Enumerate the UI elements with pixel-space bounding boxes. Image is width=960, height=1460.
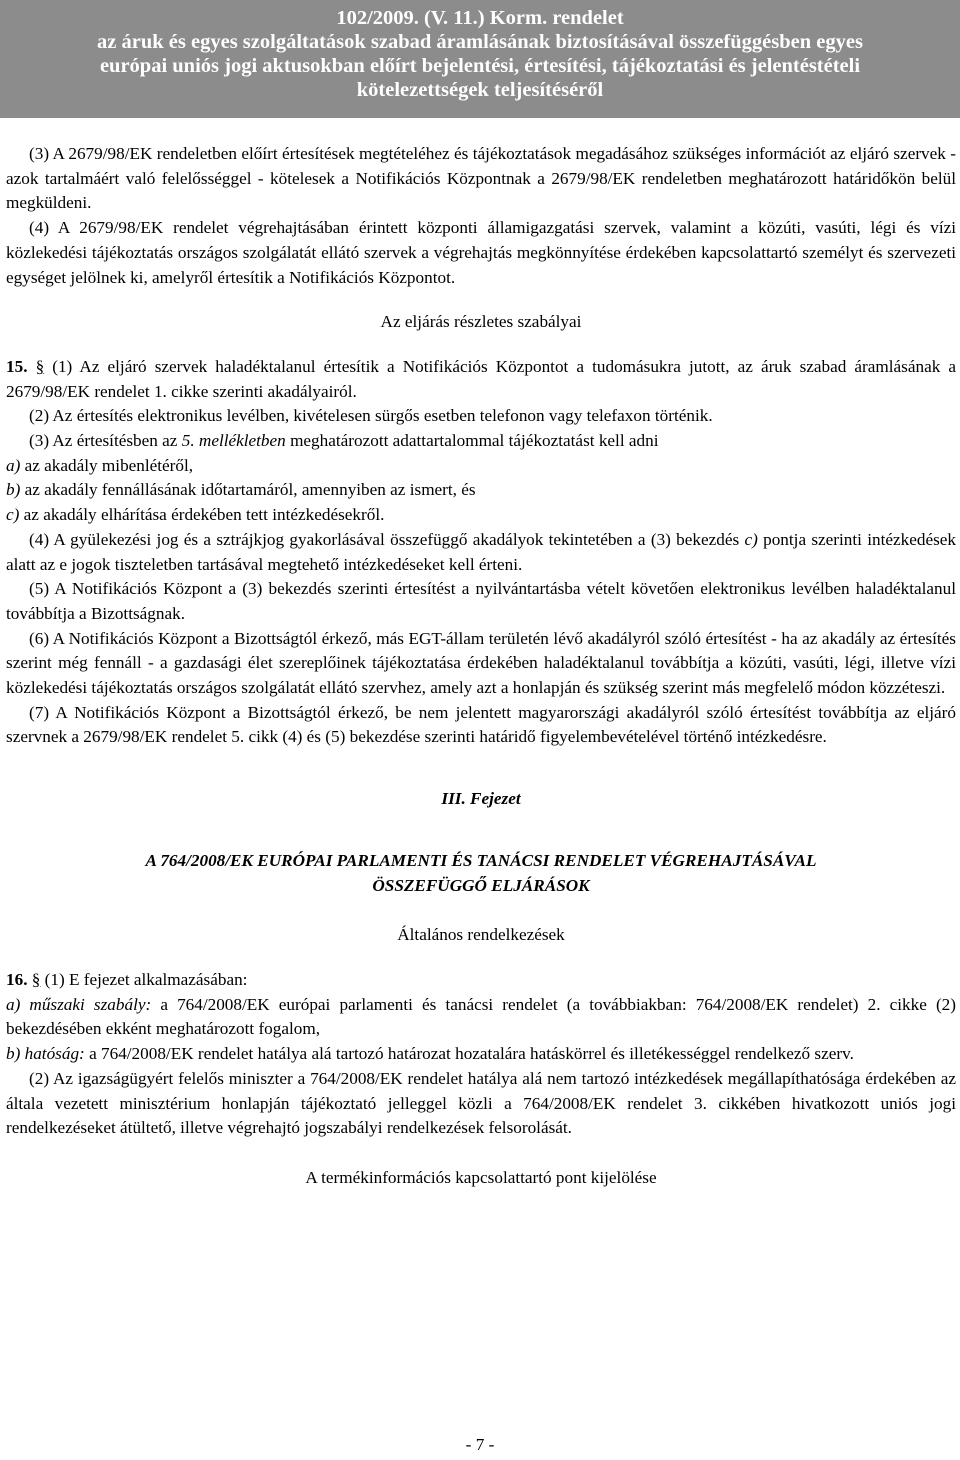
paragraph-15-3 <box>6 429 956 454</box>
chapter-number: III. Fejezet <box>441 789 521 809</box>
paragraph-15-5: (5) A Notifikációs Központ a (3) bekezdés szerinti értesítést a nyilvántartásba vételt követően elektronikus levélben haladéktalanul továbbítja a Bizottságnak. <box>6 579 956 623</box>
header-line-1: 102/2009. (V. 11.) Korm. rendelet <box>336 7 624 29</box>
list-item-15-b <box>6 478 956 503</box>
paragraph-15-1-text: (1) Az eljáró szervek haladéktalanul értesítik a Notifikációs Központot a tudomásukra jutott, az áruk szabad áramlásának a 2679/98/EK rendelet 1. cikke szerinti akadályairól. <box>6 356 957 401</box>
document-body <box>6 142 956 1191</box>
section-heading-eljaras: Az eljárás részletes szabályai <box>380 312 582 332</box>
list-marker-a: a) <box>6 455 21 475</box>
paragraph-15-6: (6) A Notifikációs Központ a Bizottságtól érkező, más EGT-állam területén lévő akadályról szóló értesítést - ha az akadály az értesítés szerint még fennáll - a gazdasági élet szereplőinek tájékoztatása érdekében haladéktalanul továbbítja a közúti, vasúti, légi, illetve vízi közlekedési tájékoztatás országos szolgálatát ellátó szervhez, amely azt a honlapján és szükség szerint más megfelelő módon közzéteszi. <box>6 628 956 698</box>
document-header <box>0 0 960 118</box>
chapter-title-line-2: ÖSSZEFÜGGŐ ELJÁRÁSOK <box>372 875 590 895</box>
paragraph-15-3-text-b: meghatározott adattartalommal tájékoztatást kell adni <box>285 431 659 451</box>
page-number: - 7 - <box>465 1435 495 1454</box>
list-text-b: az akadály fennállásának időtartamáról, amennyiben az ismert, és <box>20 480 476 500</box>
paragraph-15-2: (2) Az értesítés elektronikus levélben, kivételesen sürgős esetben telefonon vagy telefaxon történik. <box>29 406 713 426</box>
section-heading-termek: A termékinformációs kapcsolattartó pont kijelölése <box>305 1167 657 1187</box>
list-item-15-a <box>6 454 956 479</box>
paragraph-16-1-text: (1) E fejezet alkalmazásában: <box>44 969 248 989</box>
header-line-3: európai uniós jogi aktusokban előírt bejelentési, értesítési, tájékoztatási és jelentéstételi <box>99 55 861 77</box>
paragraph-15-3-text-a: (3) Az értesítésben az <box>29 431 182 451</box>
annex-5-link[interactable]: 5. mellékletben <box>181 431 286 451</box>
header-line-2: az áruk és egyes szolgáltatások szabad áramlásának biztosításával összefüggésben egyes <box>97 31 863 53</box>
paragraph-15-4-text-a: (4) A gyülekezési jog és a sztrájkjog gyakorlásával összefüggő akadályok tekintetében a (3) bekezdés <box>29 529 745 549</box>
paragraph-15-4-point-c: c) <box>744 529 758 549</box>
definition-text-b: a 764/2008/EK rendelet hatálya alá tartozó határozat hozatalára hatáskörrel és illetékességgel rendelkező szerv. <box>84 1044 854 1064</box>
section-symbol-link-16[interactable]: § <box>31 969 41 989</box>
paragraph-16-2: (2) Az igazságügyért felelős miniszter a 764/2008/EK rendelet hatálya alá nem tartozó intézkedések megállapíthatósága érdekében az általa vezetett minisztérium honlapján tájékoztató jelleggel közli a 764/2008/EK rendelet 3. cikkében hivatkozott uniós jogi rendelkezéseket átültető, illetve végrehajtó jogszabályi rendelkezések felsorolását. <box>6 1068 956 1138</box>
paragraph-15-7: (7) A Notifikációs Központ a Bizottságtól érkező, be nem jelentett magyarországi akadályról szóló értesítést továbbítja az eljáró szervnek a 2679/98/EK rendelet 5. cikk (4) és (5) bekezdése szerinti határidő figyelembevételével történő intézkedésre. <box>6 702 956 747</box>
definition-16-b <box>6 1042 956 1067</box>
paragraph-16-1 <box>6 968 956 993</box>
paragraph-14-4: (4) A 2679/98/EK rendelet végrehajtásában érintett központi államigazgatási szervek, valamint a közúti, vasúti, légi és vízi közlekedési tájékoztatás országos szolgálatát ellátó szervek a végrehajtás megkönnyítése érdekében kapcsolattartó személyt és szervezeti egységet jelölnek ki, amelyről értesítik a Notifikációs Központot. <box>6 218 956 287</box>
section-symbol-link-15[interactable]: § <box>35 356 45 376</box>
section-heading-altalanos: Általános rendelkezések <box>397 925 565 945</box>
list-marker-c: c) <box>6 505 20 525</box>
list-item-15-c <box>6 503 956 528</box>
list-text-a: az akadály mibenlétéről, <box>20 455 194 475</box>
paragraph-14-3: (3) A 2679/98/EK rendeletben előírt értesítések megtételéhez és tájékoztatások megadásához szükséges információt az eljáró szervek - azok tartalmáért való felelősséggel - kötelesek a Notifikációs Központnak a 2679/98/EK rendeletben meghatározott határidőkön belül megküldeni. <box>6 144 956 213</box>
list-text-c: az akadály elhárítása érdekében tett intézkedésekről. <box>19 505 385 525</box>
header-line-4: kötelezettségek teljesítéséről <box>356 79 604 101</box>
paragraph-15-4 <box>6 528 956 577</box>
section-number-15: 15. <box>6 356 28 376</box>
definition-label-a: a) műszaki szabály: <box>6 994 152 1014</box>
list-marker-b: b) <box>6 480 21 500</box>
paragraph-15-4-text-b: pontja szerinti intézkedések alatt az e jogok tiszteletben tartásával megtehető intézkedéseket kell érteni. <box>6 529 957 574</box>
paragraph-15-1 <box>6 355 956 404</box>
section-number-16: 16. <box>6 969 28 989</box>
chapter-title-line-1: A 764/2008/EK EURÓPAI PARLAMENTI ÉS TANÁCSI RENDELET VÉGREHAJTÁSÁVAL <box>145 850 817 870</box>
definition-label-b: b) hatóság: <box>6 1044 85 1064</box>
definition-text-a: a 764/2008/EK európai parlamenti és tanácsi rendelet (a továbbiakban: 764/2008/EK rendelet) 2. cikke (2) bekezdésében ekként meghatározott fogalom, <box>6 994 956 1039</box>
definition-16-a <box>6 993 956 1042</box>
